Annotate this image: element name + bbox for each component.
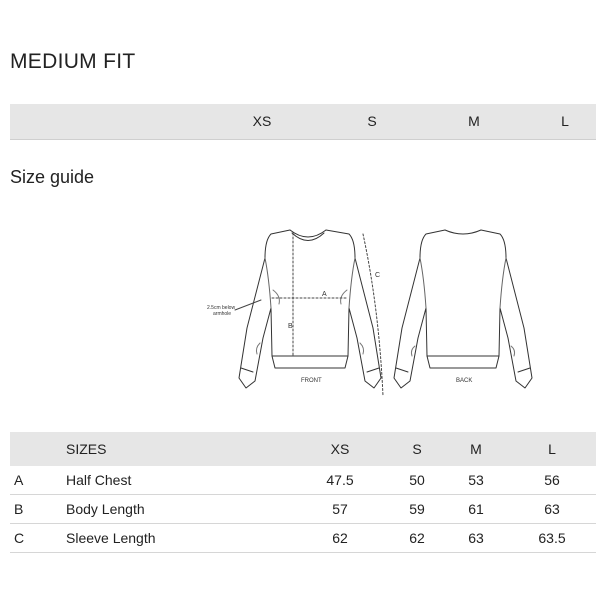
header-s-label: S <box>412 441 422 457</box>
annotation-line-2: armhole <box>213 311 232 317</box>
size-bar-l-label: L <box>561 113 569 129</box>
size-table <box>10 432 596 553</box>
row-name: Body Length <box>66 501 145 517</box>
row-xs-value: 62 <box>332 530 348 546</box>
header-l-label: L <box>548 441 556 457</box>
size-bar-xs-label: XS <box>252 113 272 129</box>
row-m-value: 53 <box>468 472 484 488</box>
front-label: FRONT <box>301 378 322 384</box>
measurement-lines <box>272 233 383 396</box>
annotation-line-1: 2.5cm below <box>207 305 236 311</box>
size-guide-title: Size guide <box>10 167 95 187</box>
row-letter: C <box>14 530 25 546</box>
table-row <box>10 524 596 553</box>
header-xs-label: XS <box>330 441 350 457</box>
label-b: B <box>288 323 293 330</box>
back-sweatshirt-illustration <box>394 230 532 388</box>
table-row <box>10 466 596 495</box>
row-l-value: 63.5 <box>538 530 566 546</box>
back-label: BACK <box>456 378 473 384</box>
row-l-value: 56 <box>544 472 560 488</box>
row-name: Sleeve Length <box>66 530 156 546</box>
header-m-label: M <box>470 441 482 457</box>
row-s-value: 62 <box>409 530 425 546</box>
size-bar-s-label: S <box>367 113 377 129</box>
size-table-header <box>10 432 596 466</box>
sweatshirt-diagram <box>195 218 535 403</box>
front-sweatshirt-illustration <box>239 230 381 388</box>
label-a: A <box>322 291 327 298</box>
row-xs-value: 47.5 <box>326 472 354 488</box>
row-s-value: 50 <box>409 472 425 488</box>
row-name: Half Chest <box>66 472 132 488</box>
page-title: MEDIUM FIT <box>10 50 136 73</box>
row-m-value: 61 <box>468 501 484 517</box>
row-m-value: 63 <box>468 530 484 546</box>
row-letter: A <box>14 472 24 488</box>
row-l-value: 63 <box>544 501 560 517</box>
header-sizes: SIZES <box>66 441 107 457</box>
table-row <box>10 495 596 524</box>
row-s-value: 59 <box>409 501 425 517</box>
size-bar-m-label: M <box>468 113 480 129</box>
row-xs-value: 57 <box>332 501 348 517</box>
row-letter: B <box>14 501 24 517</box>
size-bar <box>10 104 596 140</box>
label-c: C <box>375 272 381 279</box>
